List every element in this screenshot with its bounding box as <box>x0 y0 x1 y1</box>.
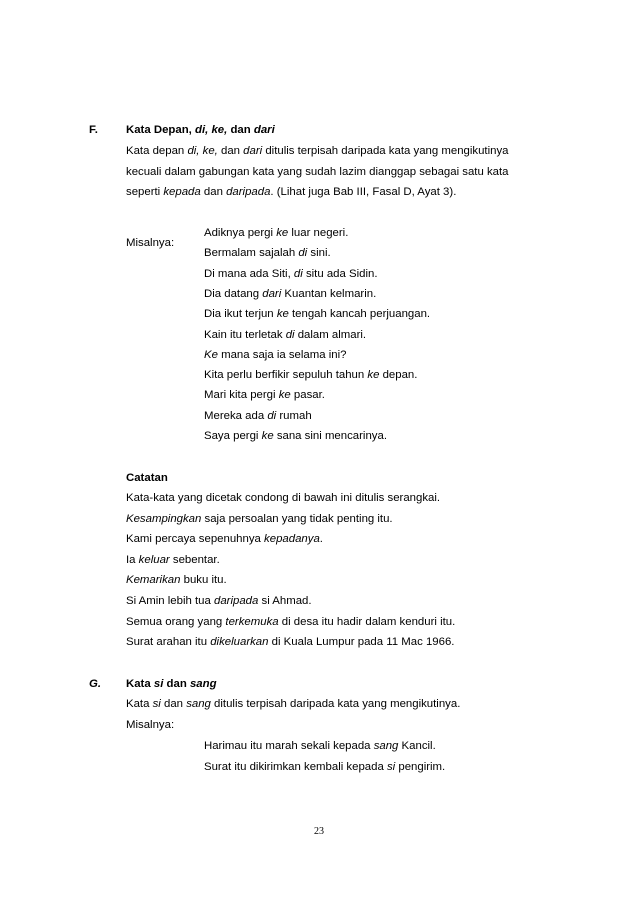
text-run: Kata <box>126 698 153 710</box>
italic-word: kepada <box>163 186 201 199</box>
italic-word: dikeluarkan <box>210 636 269 649</box>
example-line <box>204 760 445 774</box>
marker-text: G. <box>89 678 102 690</box>
italic-word: Ke <box>204 348 218 361</box>
example-line <box>204 409 312 423</box>
text-run: rumah <box>276 409 312 422</box>
text-run: Bermalam sajalah <box>204 247 299 260</box>
text-run: Harimau itu marah sekali kepada <box>204 740 374 752</box>
example-line <box>204 226 348 240</box>
italic-word: di <box>298 247 308 260</box>
text-run: di desa itu hadir dalam kenduri itu. <box>278 615 456 628</box>
example-line <box>204 307 430 321</box>
text-run: Kata depan <box>126 145 188 157</box>
text-run: Adiknya pergi <box>204 227 277 239</box>
section-g-marker <box>89 677 101 691</box>
text-run: pasar. <box>290 389 325 402</box>
italic-word: di, ke, <box>187 145 218 157</box>
text-run: dan <box>200 186 227 199</box>
text-run: seperti <box>126 186 164 199</box>
italic-word: ke <box>261 430 274 442</box>
text-run: . <box>319 533 323 546</box>
page-number: 23 <box>314 826 324 837</box>
text-run: dan <box>160 698 187 710</box>
text-run: Surat itu dikirimkan kembali kepada <box>204 760 387 773</box>
catatan-line <box>126 532 323 546</box>
catatan-line <box>126 491 440 505</box>
text-run: dan <box>217 145 244 157</box>
heading-text: Kata Depan, <box>126 124 195 136</box>
section-g-misalnya: Misalnya: <box>126 719 175 731</box>
heading-text: Kata <box>126 678 154 690</box>
text-run: Ia <box>126 553 139 566</box>
catatan-line <box>126 635 454 649</box>
text-run: buku itu. <box>180 574 227 587</box>
example-line <box>204 328 366 342</box>
text-run: Kuantan kelmarin. <box>281 287 377 300</box>
italic-word: di <box>285 328 295 341</box>
section-f-marker: F. <box>89 124 98 136</box>
paragraph-line <box>126 165 509 179</box>
example-line <box>204 267 378 281</box>
text-run: ditulis terpisah daripada kata yang mengikutinya. <box>210 698 461 710</box>
text-run: Surat arahan itu <box>126 636 211 649</box>
text-run: si Ahmad. <box>258 595 312 607</box>
italic-word: di <box>293 267 303 280</box>
text-run: Saya pergi <box>204 430 262 442</box>
italic-word: sang <box>373 740 399 752</box>
text-run: di Kuala Lumpur pada 11 Mac 1966. <box>268 636 455 649</box>
section-f-heading <box>126 123 275 137</box>
text-run: Kain itu terletak <box>204 328 286 341</box>
text-run: ditulis terpisah daripada kata yang mengikutinya <box>262 145 509 157</box>
italic-word: terkemuka <box>225 615 279 628</box>
italic-word: Kesampingkan <box>126 512 202 525</box>
italic-word: ke <box>278 389 291 402</box>
paragraph-line <box>126 697 460 711</box>
italic-word: daripada <box>214 595 259 607</box>
text-run: sini. <box>307 247 331 260</box>
text-run: Di mana ada Siti, <box>204 267 294 280</box>
text-run: Kita perlu berfikir sepuluh tahun <box>204 369 368 382</box>
text-run: tengah kancah perjuangan. <box>288 308 431 321</box>
italic-word: daripada <box>226 186 271 199</box>
heading-italic: di, ke, <box>195 124 228 136</box>
heading-italic: sang <box>189 678 217 690</box>
heading-italic: dari <box>253 124 275 136</box>
text-run: . (Lihat juga Bab III, Fasal D, Ayat 3). <box>270 186 457 199</box>
text-run: luar negeri. <box>288 227 349 239</box>
example-line <box>204 739 436 753</box>
example-line <box>204 388 325 402</box>
catatan-line <box>126 594 312 608</box>
italic-word: ke <box>276 227 289 239</box>
italic-word: ke <box>367 369 380 382</box>
italic-word: ke <box>276 308 289 321</box>
text-run: sana sini mencarinya. <box>273 430 387 442</box>
text-run: Semua orang yang <box>126 615 226 628</box>
text-run: Si Amin lebih tua <box>126 595 215 607</box>
text-run: Kata-kata yang dicetak condong di bawah ini ditulis serangkai. <box>126 492 441 504</box>
example-line <box>204 348 346 362</box>
heading-text: dan <box>227 124 254 136</box>
text-run: Kancil. <box>398 740 436 752</box>
section-f-misalnya: Misalnya: <box>126 237 175 249</box>
text-run: kecuali dalam gabungan kata yang sudah lazim dianggap sebagai satu kata <box>126 165 509 178</box>
paragraph-line <box>126 185 456 199</box>
italic-word: dari <box>243 145 263 157</box>
text-run: situ ada Sidin. <box>302 267 378 280</box>
text-run: Kami percaya sepenuhnya <box>126 533 265 546</box>
text-run: mana saja ia selama ini? <box>217 348 347 361</box>
text-run: Mereka ada <box>204 409 268 422</box>
catatan-line <box>126 615 455 629</box>
italic-word: keluar <box>138 553 170 566</box>
italic-word: di <box>267 409 277 422</box>
text-run: saja persoalan yang tidak penting itu. <box>201 512 393 525</box>
italic-word: kepadanya <box>264 533 320 546</box>
text-run: pengirim. <box>395 760 446 773</box>
text-run: Mari kita pergi <box>204 389 279 402</box>
example-line <box>204 429 387 443</box>
catatan-line <box>126 573 227 587</box>
example-line <box>204 287 376 301</box>
catatan-line <box>126 512 393 526</box>
paragraph-line <box>126 144 508 158</box>
italic-word: Kemarikan <box>126 574 181 587</box>
example-line <box>204 368 417 382</box>
text-run: Dia datang <box>204 287 263 300</box>
heading-italic: si <box>153 678 164 690</box>
catatan-line <box>126 553 220 567</box>
example-line <box>204 246 331 260</box>
italic-word: si <box>386 760 396 773</box>
text-run: Dia ikut terjun <box>204 308 277 321</box>
text-run: depan. <box>379 369 418 382</box>
catatan-title: Catatan <box>126 472 168 484</box>
italic-word: si <box>152 698 161 710</box>
italic-word: sang <box>186 698 211 710</box>
section-g-heading <box>126 677 217 691</box>
italic-word: dari <box>262 287 282 300</box>
text-run: dalam almari. <box>294 328 367 341</box>
text-run: sebentar. <box>169 553 220 566</box>
heading-text: dan <box>163 678 190 690</box>
